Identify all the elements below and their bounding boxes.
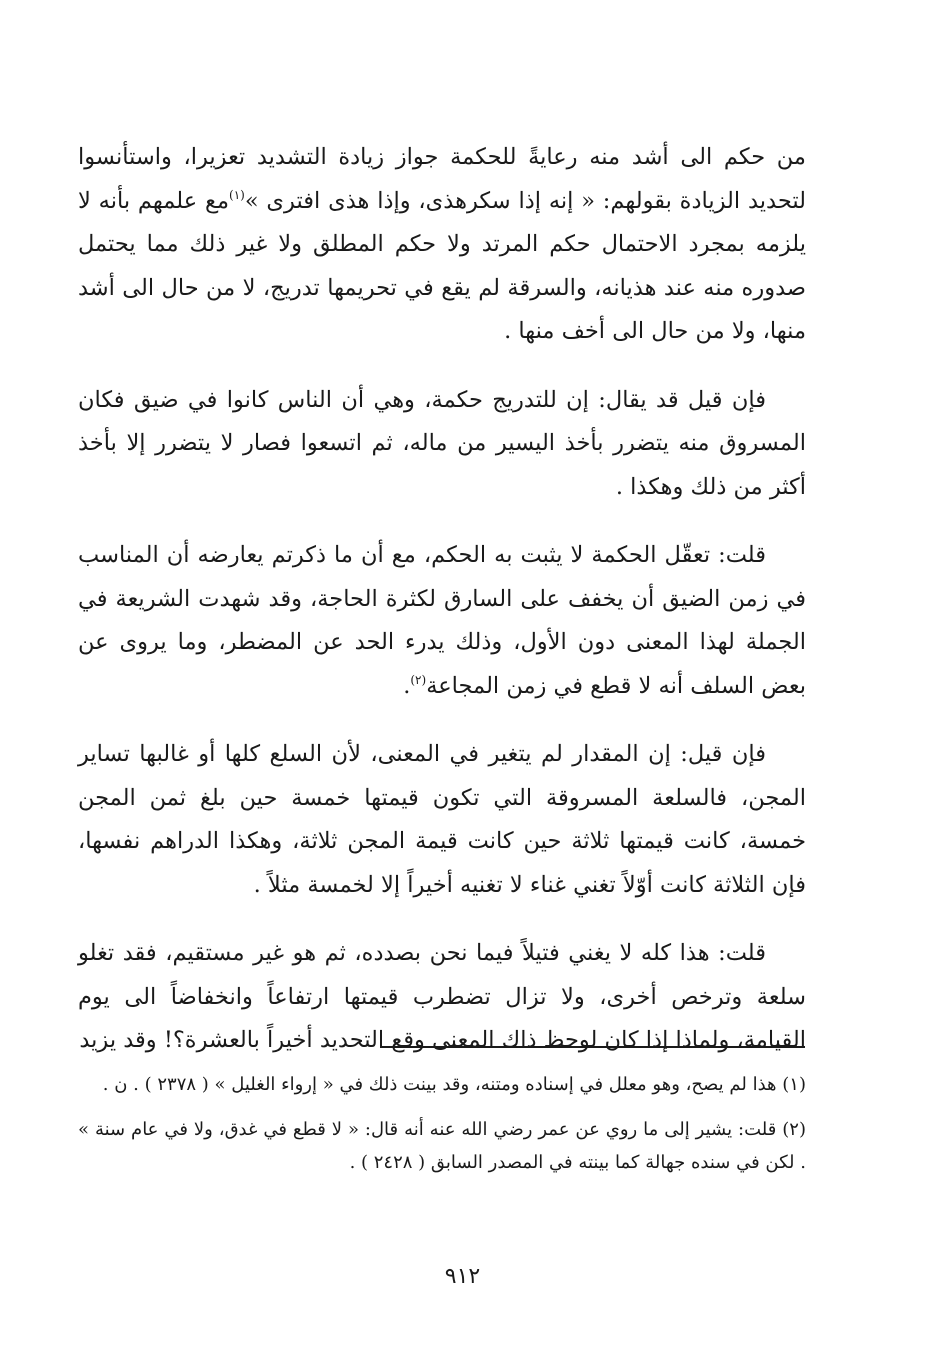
page-number: ٩١٢ xyxy=(444,1264,481,1289)
paragraph-2: فإن قيل قد يقال: إن للتدريج حكمة، وهي أن الناس كانوا في ضيق فكان المسروق منه يتضرر بأخذ اليسير من ماله، ثم اتسعوا فصار لا يتضرر إلا بأخذ أكثر من ذلك وهكذا . xyxy=(78,386,806,500)
paragraph-3: قلت: تعقّل الحكمة لا يثبت به الحكم، مع أن ما ذكرتم يعارضه أن المناسب في زمن الضيق أن يخفف على السارق لكثرة الحاجة، وقد شهدت الشريعة في الجملة لهذا المعنى دون الأول، وذلك يدرء الحد عن المضطر، وما يروى عن بعض السلف أنه لا قطع في زمن المجاعة$^{(٢)}$. xyxy=(78,542,806,699)
footnote-ref-1[interactable]: (١) xyxy=(229,187,245,202)
main-text xyxy=(78,136,806,1088)
footnotes-section xyxy=(78,1068,806,1191)
footnote-ref-2[interactable]: (٢) xyxy=(410,672,427,687)
footnote-text: هذا لم يصح، وهو معلل في إسناده ومتنه، وقد بينت ذلك في « إرواء الغليل » ( ٢٣٧٨ ) . ن . xyxy=(102,1074,777,1095)
paragraph-4: فإن قيل: إن المقدار لم يتغير في المعنى، لأن السلع كلها أو غالبها تساير المجن، فالسلعة المسروقة التي تكون قيمتها خمسة حين بلغ ثمن المجن خمسة، كانت قيمتها ثلاثة حين كانت قيمة المجن ثلاثة، وهكذا الدراهم نفسها، فإن الثلاثة كانت أوّلاً تغني غناء لا تغنيه أخيراً إلا لخمسة مثلاً . xyxy=(78,741,806,898)
footnote-marker: (١) xyxy=(782,1074,806,1095)
footnote-text: قلت: يشير إلى ما روي عن عمر رضي الله عنه أنه قال: « لا قطع في غدق، ولا في عام سنة » . لكن في سنده جهالة كما بينته في المصدر السابق ( ٢٤٢٨ ) . xyxy=(78,1119,806,1173)
footnote-marker: (٢) xyxy=(782,1119,806,1140)
footnote-divider xyxy=(380,1046,805,1048)
paragraph-5: قلت: هذا كله لا يغني فتيلاً فيما نحن بصدده، ثم هو غير مستقيم، فقد تغلو سلعة وترخص أخرى، ولا تزال تضطرب قيمتها ارتفاعاً وانخفاضاً الى يوم القيامة، ولماذا إذا كان لوحظ ذاك المعنى وقع التحديد أخيراً بالعشرة؟! وقد يزيد xyxy=(78,940,806,1053)
paragraph-1: من حكم الى أشد منه رعايةً للحكمة جواز زيادة التشديد تعزيرا، واستأنسوا لتحديد الزيادة بقولهم: « إنه إذا سكرهذى، وإذا هذى افترى »$^{(١)}$مع علمهم بأنه لا يلزمه بمجرد الاحتمال حكم المرتد ولا حكم المطلق ولا غير ذلك مما يحتمل صدوره منه عند هذيانه، والسرقة لم يقع في تحريمها تدريج، لا من حال الى أشد منها، ولا من حال الى أخف منها . xyxy=(78,144,806,344)
footnote-2 xyxy=(78,1113,806,1179)
footnote-1 xyxy=(78,1068,806,1101)
